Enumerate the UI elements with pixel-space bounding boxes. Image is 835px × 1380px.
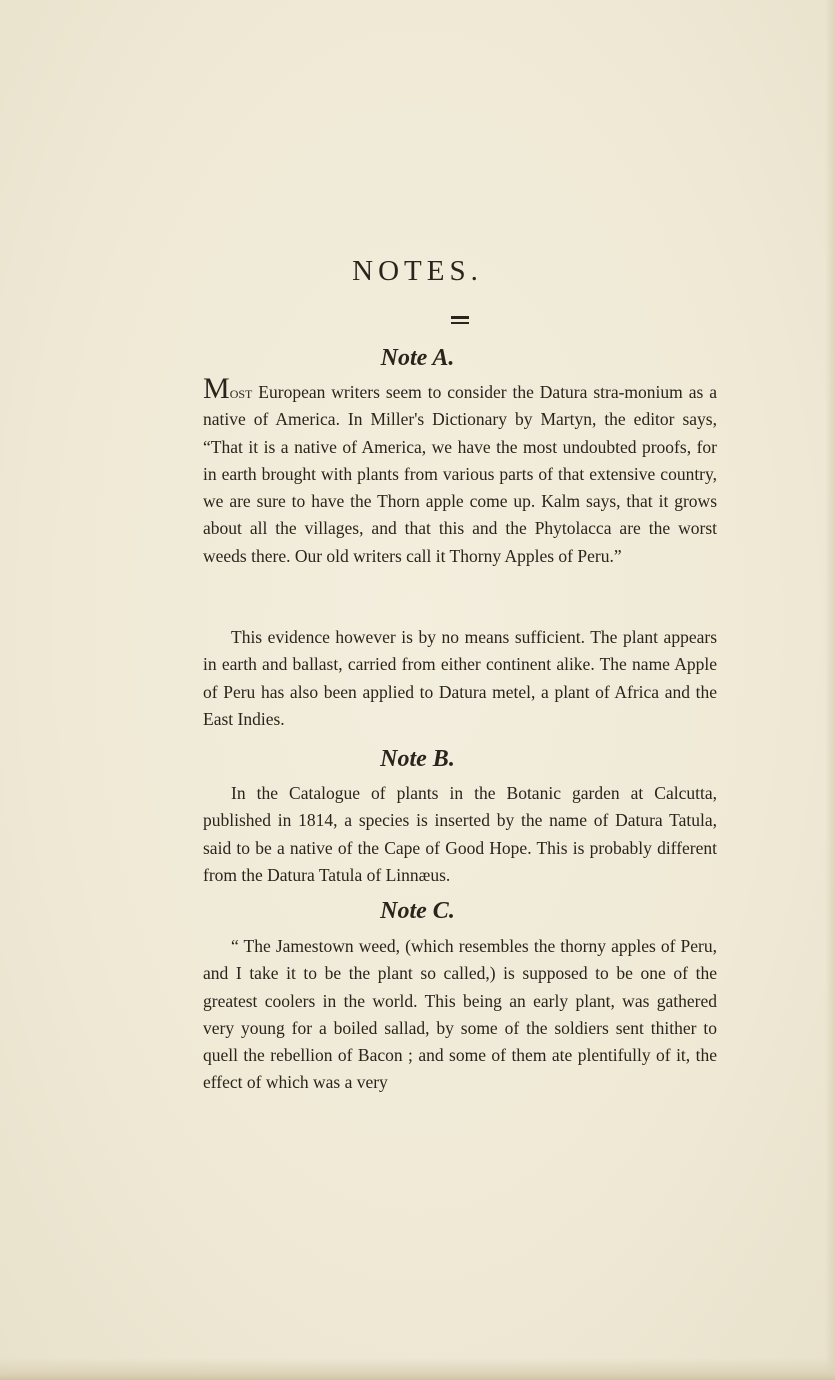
double-rule-divider	[451, 316, 469, 324]
note-b-title: Note B.	[380, 746, 455, 772]
page-bottom-edge-shadow	[0, 1358, 835, 1380]
note-a-title: Note A.	[380, 345, 455, 371]
note-b-paragraph: In the Catalogue of plants in the Botanic garden at Calcutta, published in 1814, a species is inserted by the name of Datura Tatula, said to be a native of the Cape of Good Hope. This is probably different from the Datura Tatula of Linnæus.	[203, 783, 717, 885]
note-c-title: Note C.	[380, 898, 455, 924]
page-right-edge-shadow	[825, 0, 835, 1380]
note-a-paragraph-1-text: European writers seem to consider the Datura stra-monium as a native of America. In Miller's Dictionary by Martyn, the editor says, “That it is a native of America, we have the most undoubted proofs, for in earth brought with plants from various parts of that extensive country, we are sure to have the Thorn apple come up. Kalm says, that it grows about all the villages, and that this and the Phytolacca are the worst weeds there. Our old writers call it Thorny Apples of Peru.”	[203, 382, 717, 566]
note-a-paragraph-1	[203, 372, 717, 570]
page-heading: NOTES.	[352, 255, 483, 287]
note-a-paragraph-2: This evidence however is by no means sufficient. The plant appears in earth and ballast, carried from either continent alike. The name Apple of Peru has also been applied to Datura metel, a plant of Africa and the East Indies.	[203, 627, 717, 729]
note-c-paragraph: “ The Jamestown weed, (which resembles the thorny apples of Peru, and I take it to be the plant so called,) is supposed to be one of the greatest coolers in the world. This being an early plant, was gathered very young for a boiled sallad, by some of the soldiers sent thither to quell the rebellion of Bacon ; and some of them ate plentifully of it, the effect of which was a very	[203, 936, 717, 1093]
drop-cap: M	[203, 372, 230, 405]
lead-word-small-caps: ost	[229, 382, 253, 402]
